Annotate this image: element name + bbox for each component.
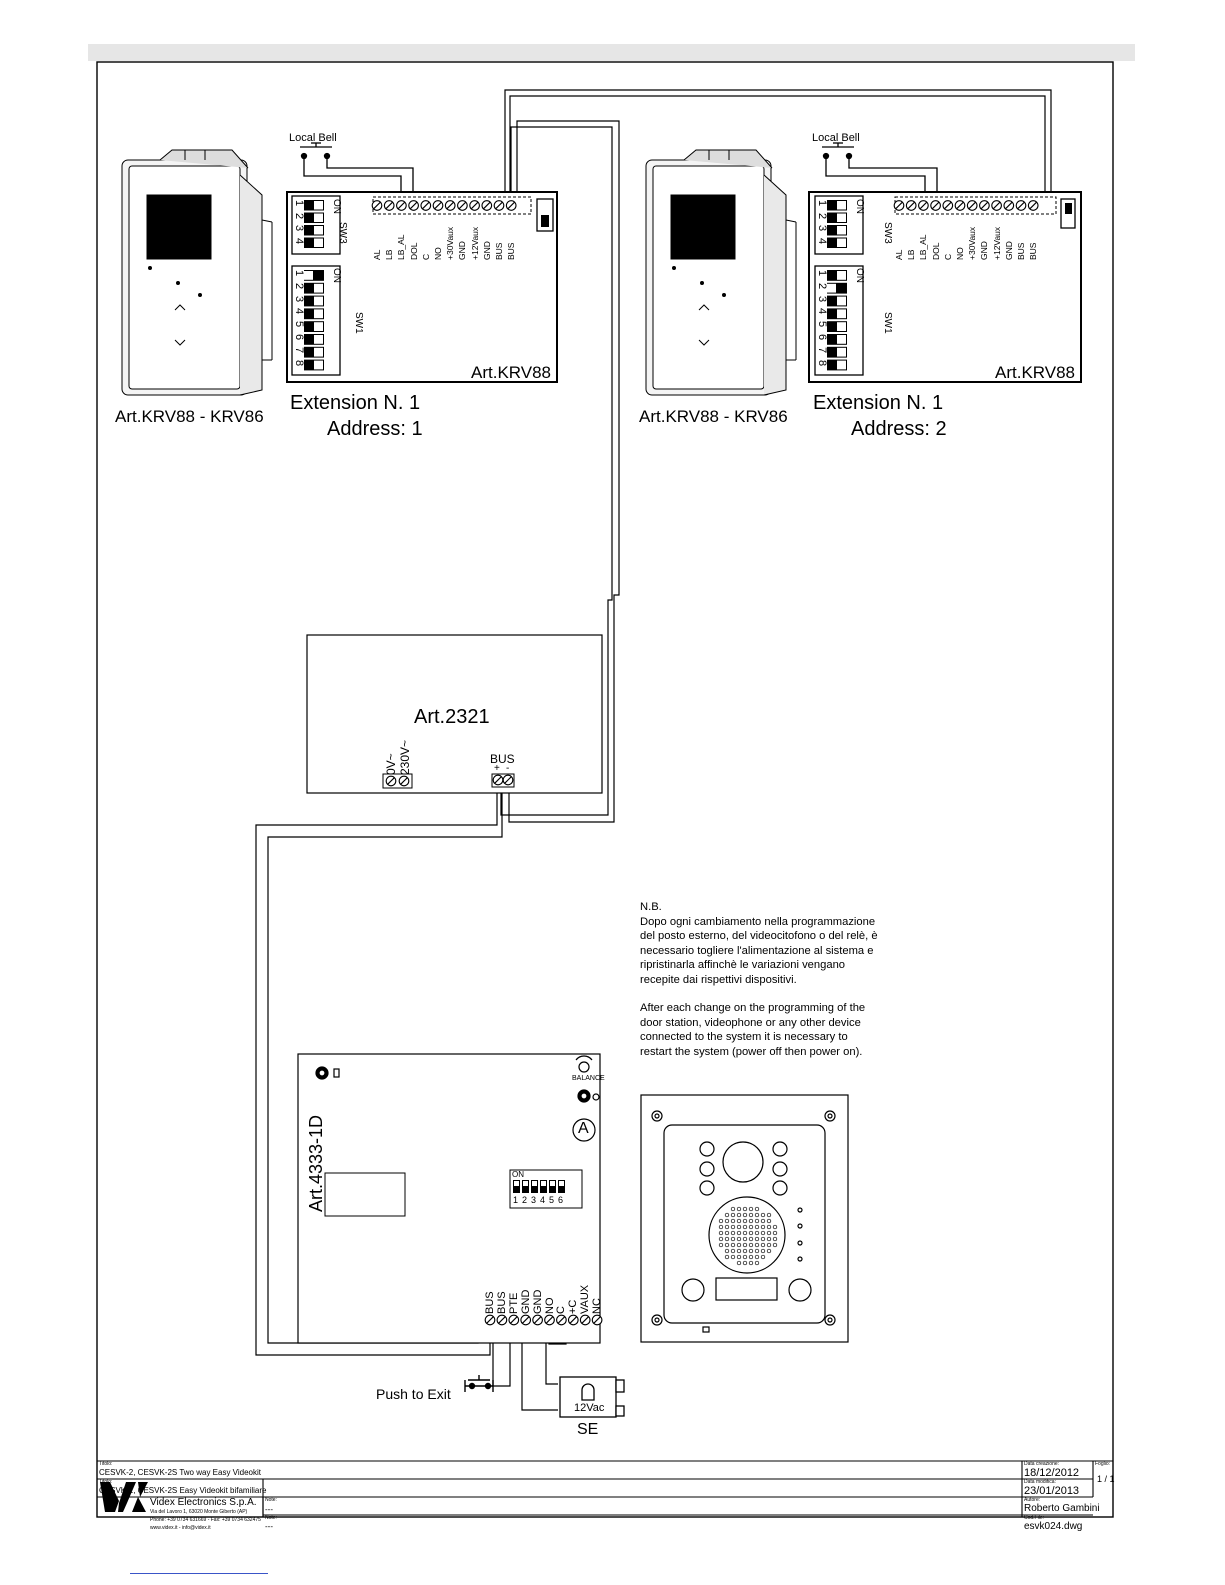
door-terminal-screw xyxy=(545,1315,555,1325)
sheet-number: 1 / 1 xyxy=(1097,1474,1115,1484)
dip-number: 7 xyxy=(816,346,828,353)
psu-bus-plus: + xyxy=(494,763,500,774)
title-line-1: CESVK-2, CESVK-2S Two way Easy Videokit xyxy=(99,1468,261,1477)
door-module-model: Art.4333-1D xyxy=(306,1114,326,1212)
terminal-label: BUS xyxy=(1028,242,1039,260)
psu-0v-label: 0V~ xyxy=(384,753,398,775)
terminal-screw xyxy=(372,201,382,211)
door-terminal-screw xyxy=(509,1315,519,1325)
psu-bus-minus: - xyxy=(506,763,510,774)
door-terminal-screw xyxy=(592,1315,602,1325)
local-bell-1 xyxy=(300,143,413,196)
door-terminal-screw xyxy=(569,1315,579,1325)
door-terminal-label: NO xyxy=(543,1297,556,1314)
door-dip-number: 6 xyxy=(558,1195,564,1205)
local-bell-label-1: Local Bell xyxy=(289,132,337,144)
dip-number: 1 xyxy=(293,200,305,207)
dip-number: 3 xyxy=(293,295,305,302)
terminal-screw xyxy=(1028,201,1038,211)
door-dip-number: 2 xyxy=(522,1195,528,1205)
door-terminal-label: +C xyxy=(567,1299,580,1314)
terminal-screw xyxy=(1016,201,1026,211)
terminal-label: AL xyxy=(894,249,904,260)
terminal-label: C xyxy=(942,253,953,260)
dip-number: 2 xyxy=(293,282,305,289)
terminal-screw xyxy=(992,201,1002,211)
dip-number: 7 xyxy=(293,346,305,353)
title-line-2: CESVK-2, CESVK-2S Easy Videokit bifamiliare xyxy=(99,1486,267,1495)
push-to-exit-label: Push to Exit xyxy=(376,1386,451,1402)
terminal-screw xyxy=(943,201,953,211)
door-station-panel xyxy=(641,1095,848,1342)
balance-label: BALANCE xyxy=(572,1075,605,1082)
sheet-label: Foglio: xyxy=(1095,1461,1111,1467)
dip-number: 2 xyxy=(816,212,828,219)
notes-label-2: Note: xyxy=(265,1515,277,1521)
lock-label: SE xyxy=(577,1421,599,1438)
dip-number: 2 xyxy=(816,282,828,289)
terminal-screw xyxy=(433,201,443,211)
dip-number: 1 xyxy=(293,270,305,277)
dip-on-label: ON xyxy=(331,268,342,283)
terminal-label: DOL xyxy=(930,242,941,260)
terminal-label: GND xyxy=(979,241,990,260)
dip-number: 4 xyxy=(816,237,828,244)
company-web: www.videx.it - info@videx.it xyxy=(150,1525,211,1531)
dip-on-label: ON xyxy=(854,268,865,283)
door-terminal-screw xyxy=(557,1315,567,1325)
note-block xyxy=(640,900,878,1059)
sw3-label-2: SW3 xyxy=(882,222,893,244)
psu-model: Art.2321 xyxy=(414,706,490,728)
file-label: Cod.File: xyxy=(1024,1515,1045,1521)
dip-number: 4 xyxy=(293,308,305,315)
psu-230v-label: 230V~ xyxy=(398,739,412,775)
company-name: Videx Electronics S.p.A. xyxy=(150,1497,257,1508)
dip-number: 4 xyxy=(293,237,305,244)
note-line: recepite dai rispettivi dispositivi. xyxy=(640,973,797,986)
terminal-screw xyxy=(506,201,516,211)
dip-number: 3 xyxy=(293,225,305,232)
note-line: necessario togliere l'alimentazione al sistema e xyxy=(640,944,874,957)
psu-bus-label: BUS xyxy=(490,752,515,766)
door-dip-number: 4 xyxy=(540,1195,546,1205)
sw1-label-2: SW1 xyxy=(882,312,893,334)
door-terminal-label: PTE xyxy=(507,1292,520,1314)
terminal-label: +30Vaux xyxy=(967,226,978,260)
notes-label-1: Note: xyxy=(265,1497,277,1503)
terminal-screw xyxy=(470,201,480,211)
note-line: N.B. xyxy=(640,901,662,913)
local-bell-2 xyxy=(822,143,937,196)
dip-number: 4 xyxy=(816,308,828,315)
note-line: connected to the system it is necessary to xyxy=(640,1031,848,1043)
model-label-1: Art.KRV88 xyxy=(471,363,552,382)
dip-number: 5 xyxy=(816,321,828,328)
date-created-label: Data creazione: xyxy=(1024,1461,1060,1467)
terminal-screw xyxy=(980,201,990,211)
terminal-label: +12Vaux xyxy=(469,226,480,260)
terminal-label: AL xyxy=(372,249,382,260)
monitor-2 xyxy=(646,150,796,395)
note-line: ripristinarla affinchè le variazioni vengano xyxy=(640,959,846,971)
terminal-screw xyxy=(397,201,407,211)
terminal-label: LB xyxy=(906,249,917,260)
terminal-screw xyxy=(384,201,394,211)
door-terminal-screw xyxy=(485,1315,495,1325)
terminal-screw xyxy=(919,201,929,211)
terminal-screw xyxy=(906,201,916,211)
terminal-label: BUS xyxy=(506,242,517,260)
terminal-label: NO xyxy=(955,247,965,260)
terminal-label: C xyxy=(420,253,431,260)
date-modified-label: Data modifica: xyxy=(1024,1479,1056,1485)
terminal-screw xyxy=(931,201,941,211)
sw3-label-1: SW3 xyxy=(337,222,348,244)
terminal-label: +30Vaux xyxy=(445,226,456,260)
local-bell-label-2: Local Bell xyxy=(812,132,860,144)
door-terminal-screw xyxy=(533,1315,543,1325)
terminal-screw xyxy=(458,201,468,211)
terminal-label: LB_AL xyxy=(396,234,407,260)
door-dip-number: 5 xyxy=(549,1195,555,1205)
push-to-exit-switch xyxy=(465,1375,493,1392)
company-address: Via del Lavoro 1, 63020 Monte Giberto (AP) xyxy=(150,1509,248,1515)
dip-on-label: ON xyxy=(854,199,865,214)
extension-address-2: Address: 2 xyxy=(851,418,947,440)
dip-number: 5 xyxy=(293,321,305,328)
company-phone: Phone: +39 0734 631669 - Fax: +39 0734 632475 xyxy=(150,1517,261,1523)
terminal-screw xyxy=(894,201,904,211)
door-module-display xyxy=(325,1173,405,1216)
dip-number: 3 xyxy=(816,225,828,232)
door-terminal-label: GND xyxy=(519,1289,532,1314)
notes-value-2: --- xyxy=(265,1522,273,1531)
door-terminal-label: GND xyxy=(531,1289,544,1314)
monitor-model-2: Art.KRV88 - KRV86 xyxy=(639,407,788,426)
dip-number: 3 xyxy=(816,295,828,302)
sw1-label-1: SW1 xyxy=(353,312,364,334)
door-dip-on: ON xyxy=(512,1170,524,1179)
terminal-screw xyxy=(494,201,504,211)
door-dip-number: 1 xyxy=(513,1195,519,1205)
door-terminal-label: BUS xyxy=(495,1291,508,1314)
terminal-label: +12Vaux xyxy=(991,226,1002,260)
file-name: esvk024.dwg xyxy=(1024,1521,1083,1532)
terminal-screw xyxy=(482,201,492,211)
dip-number: 1 xyxy=(816,200,828,207)
note-line: door station, videophone or any other device xyxy=(640,1016,861,1029)
door-terminal-screw xyxy=(497,1315,507,1325)
lock-voltage: 12Vac xyxy=(574,1402,605,1414)
terminal-label: LB_AL xyxy=(918,234,929,260)
title-label-1: Titolo: xyxy=(99,1461,113,1467)
model-label-2: Art.KRV88 xyxy=(995,363,1076,382)
terminal-screw xyxy=(409,201,419,211)
author: Roberto Gambini xyxy=(1024,1503,1100,1514)
door-terminal-screw xyxy=(521,1315,531,1325)
door-terminal-label: VAUX xyxy=(579,1284,592,1314)
notes-value-1: --- xyxy=(265,1505,273,1514)
door-terminal-label: BUS xyxy=(484,1291,496,1314)
title-label-2: Titolo: xyxy=(99,1479,113,1485)
terminal-screw xyxy=(421,201,431,211)
dip-number: 2 xyxy=(293,212,305,219)
note-line: Dopo ogni cambiamento nella programmazione xyxy=(640,915,876,928)
terminal-label: BUS xyxy=(494,242,504,260)
dip-on-label: ON xyxy=(331,199,342,214)
monitor-model-1: Art.KRV88 - KRV86 xyxy=(115,407,264,426)
bottom-link-line xyxy=(130,1573,268,1574)
terminal-label: GND xyxy=(457,241,468,260)
terminal-label: GND xyxy=(481,241,492,260)
door-dip-number: 3 xyxy=(531,1195,537,1205)
terminal-screw xyxy=(445,201,455,211)
author-label: Autore: xyxy=(1024,1497,1041,1503)
monitor-1 xyxy=(122,150,272,395)
dip-number: 1 xyxy=(816,270,828,277)
terminal-label: LB xyxy=(384,249,395,260)
door-terminal-label: NC xyxy=(591,1298,604,1314)
terminal-label: NO xyxy=(433,247,443,260)
note-line: After each change on the programming of the xyxy=(640,1002,866,1014)
extension-address-1: Address: 1 xyxy=(327,418,423,440)
terminal-screw xyxy=(1004,201,1014,211)
dip-number: 8 xyxy=(293,359,305,366)
dip-number: 6 xyxy=(816,334,828,341)
note-line: restart the system (power off then power on). xyxy=(640,1045,863,1058)
dip-number: 6 xyxy=(293,334,305,341)
note-line: del posto esterno, del videocitofono o del relè, è xyxy=(640,930,878,942)
terminal-screw xyxy=(955,201,965,211)
extension-title-1: Extension N. 1 xyxy=(290,392,421,414)
dip-number: 8 xyxy=(816,359,828,366)
terminal-label: BUS xyxy=(1016,242,1026,260)
a-mark: A xyxy=(578,1120,589,1137)
date-modified: 23/01/2013 xyxy=(1024,1485,1080,1497)
door-terminal-screw xyxy=(580,1315,590,1325)
extension-title-2: Extension N. 1 xyxy=(813,392,944,414)
door-terminal-label: C xyxy=(555,1306,568,1314)
date-created: 18/12/2012 xyxy=(1024,1467,1080,1479)
terminal-label: DOL xyxy=(408,242,419,260)
terminal-screw xyxy=(967,201,977,211)
terminal-label: GND xyxy=(1003,241,1014,260)
